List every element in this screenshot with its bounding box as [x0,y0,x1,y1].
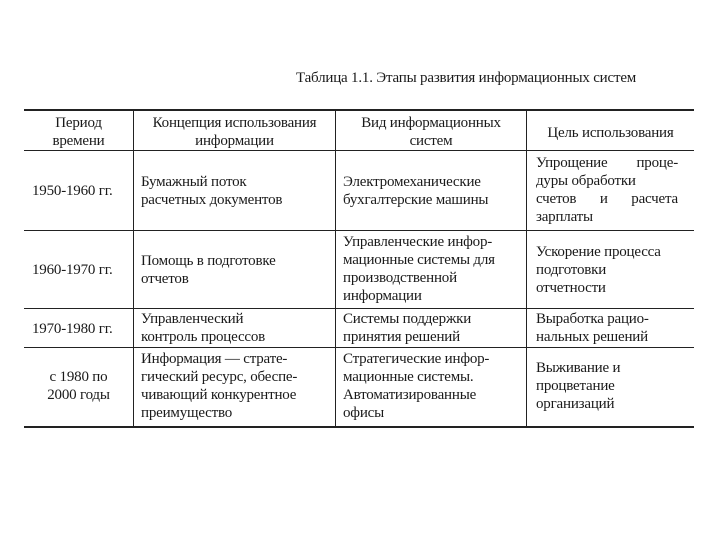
table-caption: Таблица 1.1. Этапы развития информационных систем [296,70,637,86]
column-divider [526,110,527,427]
goal-line: отчетности [536,280,606,296]
row-2-concept [141,252,331,288]
concept-line: Бумажный поток [141,174,247,190]
header-type-line: систем [409,133,453,149]
goal-word: Упрощение [536,155,608,171]
concept-line: контроль процессов [141,329,266,345]
period-text: 1970-1980 гг. [32,321,113,337]
type-line: информации [343,288,422,304]
row-1-concept [141,173,331,209]
type-line: Системы поддержки [343,311,472,327]
concept-line: расчетных документов [141,192,283,208]
goal-word: счетов [536,191,577,207]
row-3-period [32,320,132,338]
table-bottom-rule [24,426,694,428]
goal-word: расчета [631,191,678,207]
concept-line: Помощь в подготовке [141,253,276,269]
row-2-period [32,261,132,279]
header-period-line: Период [55,115,102,131]
header-concept-line: Концепция использования [152,115,317,131]
header-period [24,114,133,150]
column-divider [133,110,134,427]
row-1-goal [536,154,678,226]
type-line: мационные системы для [343,252,495,268]
goal-line: Выживание и [536,360,621,376]
header-concept-line: информации [195,133,274,149]
table-top-rule [24,109,694,111]
table-row-rule [24,308,694,309]
row-3-concept [141,310,331,346]
type-line: Управленческие инфор- [343,234,493,250]
concept-line: Информация — страте- [141,351,288,367]
row-1-type [343,173,523,209]
period-text: 1950-1960 гг. [32,183,113,199]
column-divider [335,110,336,427]
type-line: Электромеханические [343,174,481,190]
table-row-rule [24,230,694,231]
table-row-rule [24,347,694,348]
goal-line: Ускорение процесса [536,244,661,260]
table-header-rule [24,150,694,151]
concept-line: отчетов [141,271,189,287]
goal-line: подготовки [536,262,607,278]
row-4-period [24,368,133,404]
type-line: Стратегические инфор- [343,351,490,367]
header-goal [527,124,694,142]
row-2-type [343,233,523,305]
type-line: производственной [343,270,457,286]
goal-word: проце- [636,155,678,171]
row-3-type [343,310,523,346]
type-line: Автоматизированные [343,387,477,403]
concept-line: чивающий конкурентное [141,387,297,403]
row-1-period [32,182,132,200]
goal-line-justified [536,190,678,208]
header-concept [134,114,335,150]
type-line: бухгалтерские машины [343,192,489,208]
goal-line: процветание [536,378,615,394]
period-text: 2000 годы [47,387,110,403]
type-line: офисы [343,405,384,421]
row-3-goal [536,310,686,346]
goal-word: и [599,191,608,207]
row-4-goal [536,359,686,413]
concept-line: гический ресурс, обеспе- [141,369,298,385]
goal-line: нальных решений [536,329,648,345]
goal-line-justified [536,154,678,172]
header-goal-line: Цель использования [547,125,674,141]
header-type [336,114,526,150]
header-type-line: Вид информационных [361,115,501,131]
concept-line: Управленческий [141,311,244,327]
goal-line: организаций [536,396,615,412]
header-period-line: времени [52,133,105,149]
goal-line: дуры обработки [536,173,636,189]
goal-line: Выработка рацио- [536,311,649,327]
period-text: 1960-1970 гг. [32,262,113,278]
concept-line: преимущество [141,405,233,421]
type-line: мационные системы. [343,369,474,385]
goal-line: зарплаты [536,209,593,225]
type-line: принятия решений [343,329,460,345]
period-text: с 1980 по [49,369,108,385]
row-4-concept [141,350,333,422]
row-4-type [343,350,523,422]
row-2-goal [536,243,686,297]
